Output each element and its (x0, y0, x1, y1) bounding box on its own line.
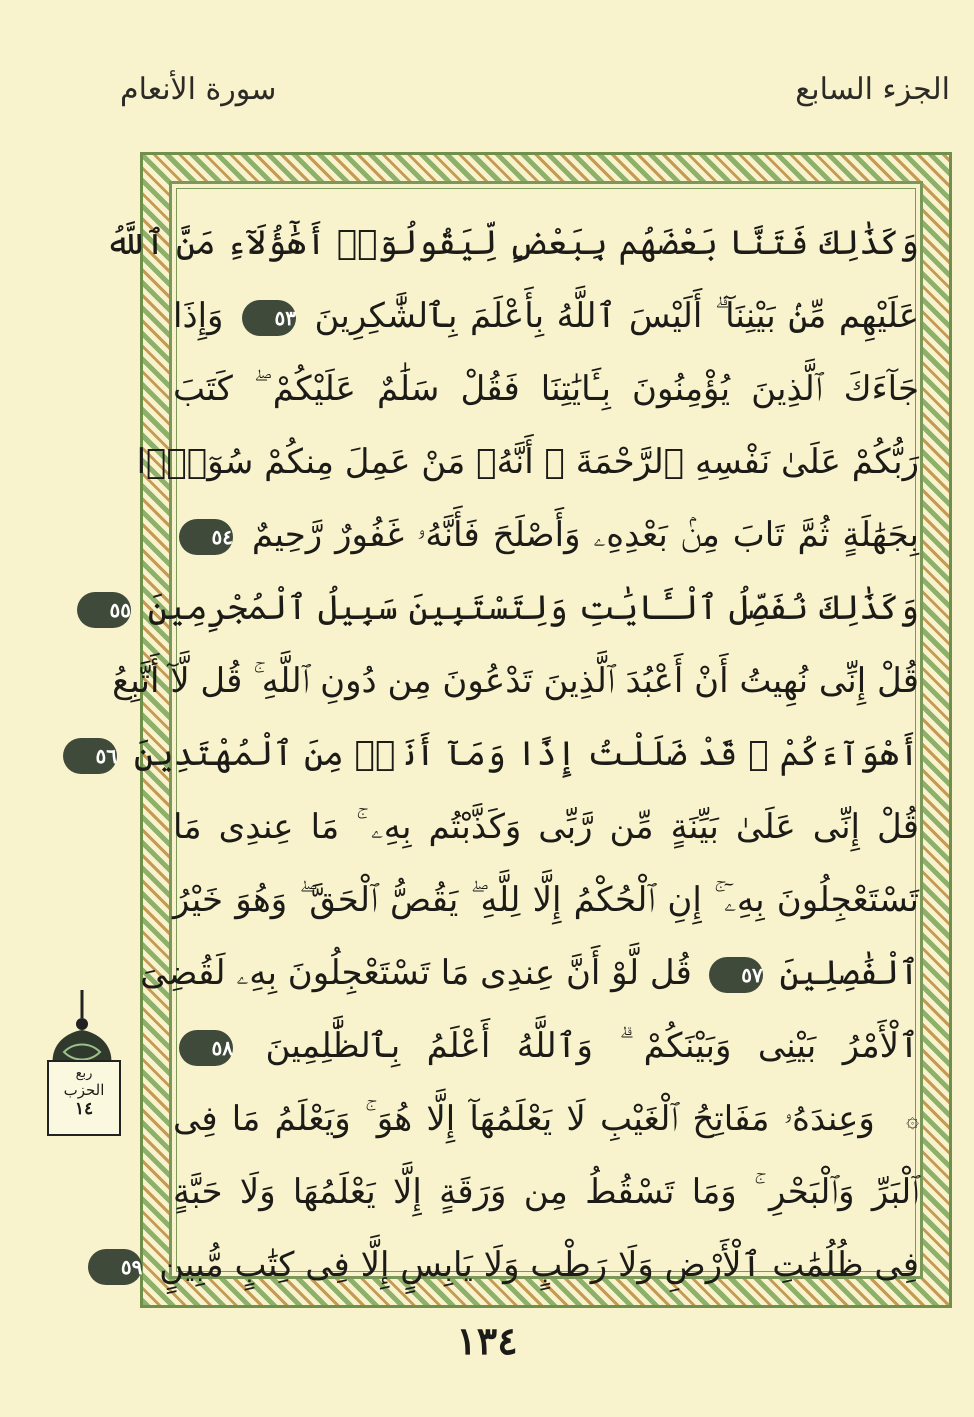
text-line: أَهْوَآءَكُمْ ۙ قَدْ ضَلَلْتُ إِذًا وَمَآ أَنَا۠ مِنَ ٱلْمُهْتَدِينَ ٥٦ (173, 718, 919, 791)
text-line: ٱلْفَٰصِلِينَ ٥٧ قُل لَّوْ أَنَّ عِندِى مَا تَسْتَعْجِلُونَ بِهِۦ لَقُضِىَ (140, 953, 919, 993)
ayah-marker: ٥٩ (88, 1249, 142, 1285)
page-header (120, 68, 950, 128)
hizb-quarter-label: ربع (75, 1066, 93, 1081)
ayah-marker: ٥٦ (63, 738, 117, 774)
ayah-marker: ٥٨ (179, 1030, 233, 1066)
hizb-label: الحزب (63, 1081, 105, 1099)
text-line: رَبُّكُمْ عَلَىٰ نَفْسِهِ ٱلرَّحْمَةَ ۖ أَنَّهُۥ مَنْ عَمِلَ مِنكُمْ سُوٓءًۢا (136, 442, 919, 482)
surah-title: سورة الأنعام (120, 72, 277, 107)
text-line: بِجَهَٰلَةٍ ثُمَّ تَابَ مِنۢ بَعْدِهِۦ وَأَصْلَحَ فَأَنَّهُۥ غَفُورٌ رَّحِيمٌ ٥٤ (173, 499, 919, 572)
ayah-marker: ٥٣ (242, 300, 296, 336)
ayah-marker: ٥٤ (179, 519, 233, 555)
juz-title: الجزء السابع (795, 72, 950, 107)
page-number: ١٣٤ (456, 1318, 518, 1363)
text-line: وَكَذَٰلِكَ فَتَنَّا بَعْضَهُم بِبَعْضٍ لِّيَقُولُوٓا۟ أَهَٰٓؤُلَآءِ مَنَّ ٱللَّهُ (105, 223, 919, 263)
text-line: قُلْ إِنِّى عَلَىٰ بَيِّنَةٍ مِّن رَّبِّى وَكَذَّبْتُم بِهِۦ ۚ مَا عِندِى مَا (173, 807, 919, 847)
rub-el-hizb-icon: ۞ (906, 1108, 919, 1133)
text-line: فِى ظُلُمَٰتِ ٱلْأَرْضِ وَلَا رَطْبٍ وَلَا يَابِسٍ إِلَّا فِى كِتَٰبٍ مُّبِينٍ ٥٩ (173, 1229, 919, 1302)
text-line: تَسْتَعْجِلُونَ بِهِۦٓ ۚ إِنِ ٱلْحُكْمُ إِلَّا لِلَّهِ ۖ يَقُصُّ ٱلْحَقَّ ۖ وَهُوَ خَيْرُ (173, 880, 919, 920)
page-frame (95, 152, 952, 1308)
hizb-box (47, 1060, 121, 1136)
text-line: ٱلْبَرِّ وَٱلْبَحْرِ ۚ وَمَا تَسْقُطُ مِن وَرَقَةٍ إِلَّا يَعْلَمُهَا وَلَا حَبَّةٍ (173, 1172, 919, 1212)
text-line: جَآءَكَ ٱلَّذِينَ يُؤْمِنُونَ بِـَٔايَٰتِنَا فَقُلْ سَلَٰمٌ عَلَيْكُمْ ۖ كَتَبَ (173, 369, 919, 409)
text-line: ۞ وَعِندَهُۥ مَفَاتِحُ ٱلْغَيْبِ لَا يَعْلَمُهَآ إِلَّا هُوَ ۚ وَيَعْلَمُ مَا فِى (173, 1099, 919, 1139)
text-line: قُلْ إِنِّى نُهِيتُ أَنْ أَعْبُدَ ٱلَّذِينَ تَدْعُونَ مِن دُونِ ٱللَّهِ ۚ قُل لَّآ أَتَّبِعُ (112, 661, 919, 701)
hizb-number: ١٤ (74, 1099, 94, 1119)
ayah-marker: ٥٥ (77, 592, 131, 628)
text-line: عَلَيْهِم مِّنۢ بَيْنِنَآ ۗ أَلَيْسَ ٱللَّهُ بِأَعْلَمَ بِٱلشَّٰكِرِينَ ٥٣ وَإِذَا (173, 296, 919, 336)
quran-text (95, 207, 919, 1285)
text-line: وَكَذَٰلِكَ نُفَصِّلُ ٱلْـَٔايَٰتِ وَلِتَسْتَبِينَ سَبِيلُ ٱلْمُجْرِمِينَ ٥٥ (173, 572, 919, 645)
text-line: ٱلْأَمْرُ بَيْنِى وَبَيْنَكُمْ ۗ وَٱللَّهُ أَعْلَمُ بِٱلظَّٰلِمِينَ ٥٨ (173, 1010, 919, 1083)
ayah-marker: ٥٧ (709, 957, 763, 993)
